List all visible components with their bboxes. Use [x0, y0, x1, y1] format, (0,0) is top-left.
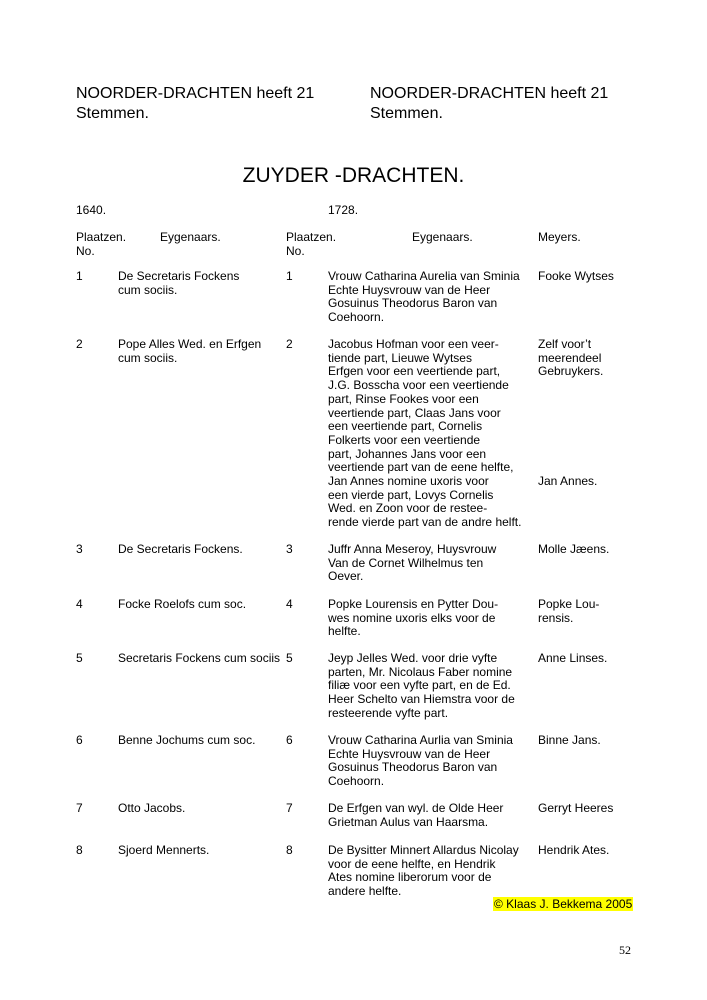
- page-title: ZUYDER -DRACHTEN.: [242, 164, 465, 187]
- owner-1728-line: Ates nomine liberorum voor de: [328, 870, 492, 885]
- owner-1640-line: Sjoerd Mennerts.: [118, 843, 210, 857]
- owner-1728-line: filiæ voor een vyfte part, en de Ed.: [328, 678, 511, 693]
- owner-1728: [328, 734, 528, 789]
- copyright-notice: © Klaas J. Bekkema 2005: [494, 897, 633, 911]
- column-header-eygenaars-right: Eygenaars.: [412, 230, 473, 244]
- header-right-line-1: NOORDER-DRACHTEN heeft 21: [370, 85, 609, 102]
- owner-1728-line: part, Rinse Fookes voor een: [328, 391, 479, 406]
- owner-1728-line: Folkerts voor een veertiende: [328, 432, 481, 447]
- owner-1728-line: Gosuinus Theodorus Baron van: [328, 296, 498, 311]
- owner-1728: [328, 652, 528, 721]
- header-right: [370, 84, 640, 124]
- owner-1728: [328, 543, 528, 584]
- meyer: [538, 734, 638, 748]
- meyer-line: rensis.: [538, 610, 574, 625]
- column-header-plaatzen-right-line-2: No.: [286, 244, 305, 258]
- meyer-line: Binne Jans.: [538, 733, 601, 747]
- plaats-number-1728: 6: [286, 733, 293, 747]
- owner-1728-line: part, Johannes Jans voor een: [328, 446, 487, 461]
- owner-1640-line: Focke Roelofs cum soc.: [118, 597, 247, 611]
- plaats-number-1728: 4: [286, 597, 293, 611]
- year-right: 1728.: [328, 203, 359, 217]
- owner-1728-line: Van de Cornet Wilhelmus ten: [328, 555, 484, 570]
- column-header-plaatzen-right-line-1: Plaatzen.: [286, 230, 337, 244]
- plaats-number-1640: 4: [76, 597, 83, 611]
- owner-1640-line: Otto Jacobs.: [118, 801, 186, 815]
- meyer: [538, 652, 638, 666]
- owner-1728-line: een vierde part, Lovys Cornelis: [328, 487, 494, 502]
- owner-1640-line: cum sociis.: [118, 350, 178, 365]
- meyer: [538, 543, 638, 557]
- column-header-plaatzen-left: [76, 230, 136, 258]
- owner-1728-line: veertiende part, Claas Jans voor: [328, 405, 501, 420]
- owner-1728-line: Gosuinus Theodorus Baron van: [328, 760, 498, 775]
- owner-1728: [328, 270, 528, 325]
- owner-1728-line: De Bysitter Minnert Allardus Nicolay: [328, 843, 519, 857]
- plaats-number-1640: 2: [76, 337, 83, 351]
- owner-1640: [118, 598, 288, 612]
- owner-1640-line: Secretaris Fockens cum sociis: [118, 651, 281, 665]
- meyer: [538, 802, 638, 816]
- owner-1728-line: De Erfgen van wyl. de Olde Heer: [328, 801, 504, 815]
- owner-1728-line: een veertiende part, Cornelis: [328, 419, 483, 434]
- plaats-number-1640: 8: [76, 843, 83, 857]
- meyer-line: meerendeel: [538, 350, 602, 365]
- column-header-plaatzen-right: [286, 230, 346, 258]
- owner-1728-line: veertiende part van de eene helfte,: [328, 460, 514, 475]
- meyer-line: Hendrik Ates.: [538, 843, 610, 857]
- owner-1728-line: Vrouw Catharina Aurelia van Sminia: [328, 269, 520, 283]
- owner-1640: [118, 844, 288, 858]
- owner-1640-line: De Secretaris Fockens.: [118, 542, 243, 556]
- meyer-line: Gebruykers.: [538, 364, 604, 379]
- column-header-meyers: Meyers.: [538, 230, 581, 244]
- owner-1728-line: helfte.: [328, 624, 361, 639]
- owner-1640-line: Benne Jochums cum soc.: [118, 733, 256, 747]
- plaats-number-1728: 3: [286, 542, 293, 556]
- owner-1728-line: rende vierde part van de andre helft.: [328, 515, 522, 530]
- owner-1728-line: wes nomine uxoris elks voor de: [328, 610, 496, 625]
- owner-1728-line: Coehoorn.: [328, 774, 385, 789]
- owner-1640-line: cum sociis.: [118, 282, 178, 297]
- owner-1728-line: Heer Schelto van Hiemstra voor de: [328, 692, 515, 707]
- owner-1728-line: Wed. en Zoon voor de restee-: [328, 501, 488, 516]
- owner-1728-line: Oever.: [328, 569, 364, 584]
- owner-1728-line: Erfgen voor een veertiende part,: [328, 364, 501, 379]
- owner-1728-line: resteerende vyfte part.: [328, 705, 449, 720]
- meyer-line: Anne Linses.: [538, 651, 608, 665]
- meyer-line: Popke Lou-: [538, 597, 600, 611]
- owner-1640: [118, 734, 288, 748]
- owner-1728-line: Echte Huysvrouw van de Heer: [328, 746, 491, 761]
- owner-1728-line: Coehoorn.: [328, 310, 385, 325]
- owner-1728-line: Vrouw Catharina Aurlia van Sminia: [328, 733, 513, 747]
- plaats-number-1640: 6: [76, 733, 83, 747]
- plaats-number-1640: 7: [76, 801, 83, 815]
- plaats-number-1640: 3: [76, 542, 83, 556]
- plaats-number-1728: 2: [286, 337, 293, 351]
- owner-1728-line: J.G. Bosscha voor een veertiende: [328, 378, 509, 393]
- owner-1728-line: andere helfte.: [328, 884, 402, 899]
- year-left: 1640.: [76, 203, 107, 217]
- owner-1728: [328, 844, 528, 899]
- owner-1728-line: Jacobus Hofman voor een veer-: [328, 337, 499, 351]
- owner-1728-line: Popke Lourensis en Pytter Dou-: [328, 597, 499, 611]
- plaats-number-1640: 5: [76, 651, 83, 665]
- header-left: [76, 84, 346, 124]
- owner-1728-line: Juffr Anna Meseroy, Huysvrouw: [328, 542, 497, 556]
- owner-1728-line: parten, Mr. Nicolaus Faber nomine: [328, 664, 513, 679]
- plaats-number-1728: 7: [286, 801, 293, 815]
- meyer: [538, 844, 638, 858]
- plaats-number-1728: 8: [286, 843, 293, 857]
- meyer: [538, 338, 638, 379]
- owner-1728-line: voor de eene helfte, en Hendrik: [328, 856, 496, 871]
- owner-1728-line: Jan Annes nomine uxoris voor: [328, 474, 489, 489]
- owner-1640: [118, 338, 288, 365]
- owner-1728-line: Echte Huysvrouw van de Heer: [328, 282, 491, 297]
- header-left-line-1: NOORDER-DRACHTEN heeft 21: [76, 85, 315, 102]
- header-right-line-2: Stemmen.: [370, 105, 443, 122]
- owner-1640: [118, 270, 288, 297]
- owner-1728: [328, 338, 528, 530]
- owner-1640: [118, 652, 288, 666]
- owner-1728: [328, 598, 528, 639]
- meyer-secondary: [538, 475, 638, 489]
- meyer-secondary-line: Jan Annes.: [538, 474, 598, 488]
- page-number: 52: [619, 943, 631, 957]
- meyer-line: Zelf voor’t: [538, 337, 592, 351]
- column-header-plaatzen-left-line-2: No.: [76, 244, 95, 258]
- meyer-line: Fooke Wytses: [538, 269, 614, 283]
- owner-1640-line: Pope Alles Wed. en Erfgen: [118, 337, 262, 351]
- owner-1640: [118, 543, 288, 557]
- meyer-line: Molle Jæens.: [538, 542, 610, 556]
- plaats-number-1728: 1: [286, 269, 293, 283]
- owner-1640: [118, 802, 288, 816]
- plaats-number-1728: 5: [286, 651, 293, 665]
- owner-1728-line: Grietman Aulus van Haarsma.: [328, 814, 489, 829]
- plaats-number-1640: 1: [76, 269, 83, 283]
- header-left-line-2: Stemmen.: [76, 105, 149, 122]
- column-header-plaatzen-left-line-1: Plaatzen.: [76, 230, 127, 244]
- column-header-eygenaars-left: Eygenaars.: [160, 230, 221, 244]
- meyer-line: Gerryt Heeres: [538, 801, 614, 815]
- owner-1728-line: Jeyp Jelles Wed. voor drie vyfte: [328, 651, 498, 665]
- owner-1728-line: tiende part, Lieuwe Wytses: [328, 350, 472, 365]
- meyer: [538, 598, 638, 625]
- meyer: [538, 270, 638, 284]
- owner-1728: [328, 802, 528, 829]
- owner-1640-line: De Secretaris Fockens: [118, 269, 240, 283]
